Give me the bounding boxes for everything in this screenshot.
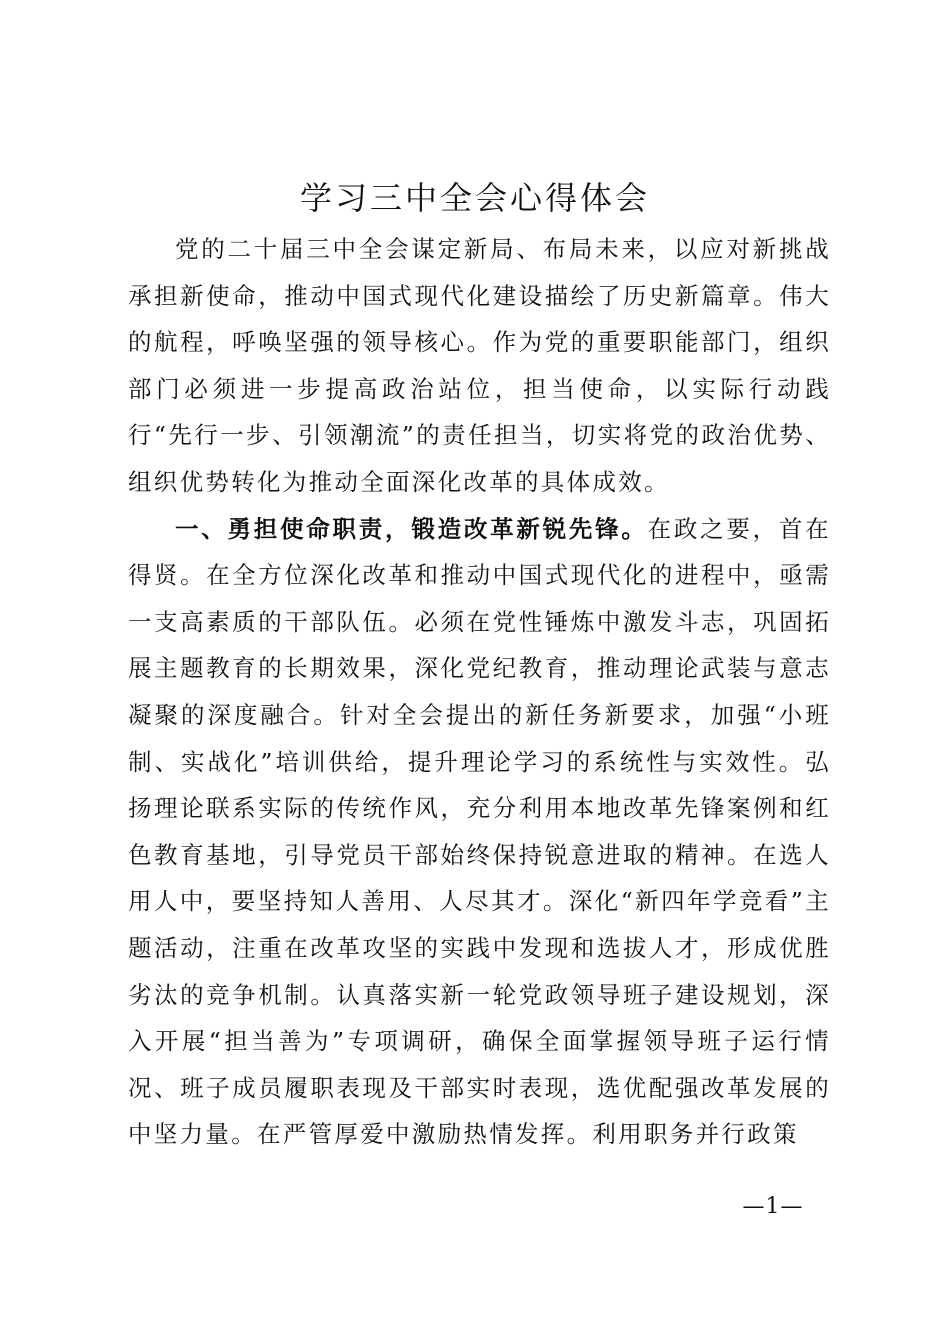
paragraph-text: 党的二十届三中全会谋定新局、布局未来，以应对新挑战承担新使命，推动中国式现代化建设描绘了历史新篇章。伟大的航程，呼唤坚强的领导核心。作为党的重要职能部门，组织部门必须进一步提高政治站位，担当使命，以实际行动践行“先行一步、引领潮流”的责任担当，切实将党的政治优势、组织优势转化为推动全面深化改革的具体成效。	[128, 235, 831, 496]
page-number: —1—	[742, 1194, 804, 1219]
paragraph-intro	[128, 226, 831, 506]
document-body	[128, 226, 831, 1158]
paragraph-section-one	[128, 506, 831, 1158]
section-heading: 一、勇担使命职责，锻造改革新锐先锋。	[175, 514, 648, 543]
paragraph-text: 在政之要，首在得贤。在全方位深化改革和推动中国式现代化的进程中，亟需一支高素质的干部队伍。必须在党性锤炼中激发斗志，巩固拓展主题教育的长期效果，深化党纪教育，推动理论武装与意志凝聚的深度融合。针对全会提出的新任务新要求，加强“小班制、实战化”培训供给，提升理论学习的系统性与实效性。弘扬理论联系实际的传统作风，充分利用本地改革先锋案例和红色教育基地，引导党员干部始终保持锐意进取的精神。在选人用人中，要坚持知人善用、人尽其才。深化“新四年学竞看”主题活动，注重在改革攻坚的实践中发现和选拔人才，形成优胜劣汰的竞争机制。认真落实新一轮党政领导班子建设规划，深入开展“担当善为”专项调研，确保全面掌握领导班子运行情况、班子成员履职表现及干部实时表现，选优配强改革发展的中坚力量。在严管厚爱中激励热情发挥。利用职务并行政策	[128, 514, 831, 1149]
document-title: 学习三中全会心得体会	[299, 179, 650, 217]
